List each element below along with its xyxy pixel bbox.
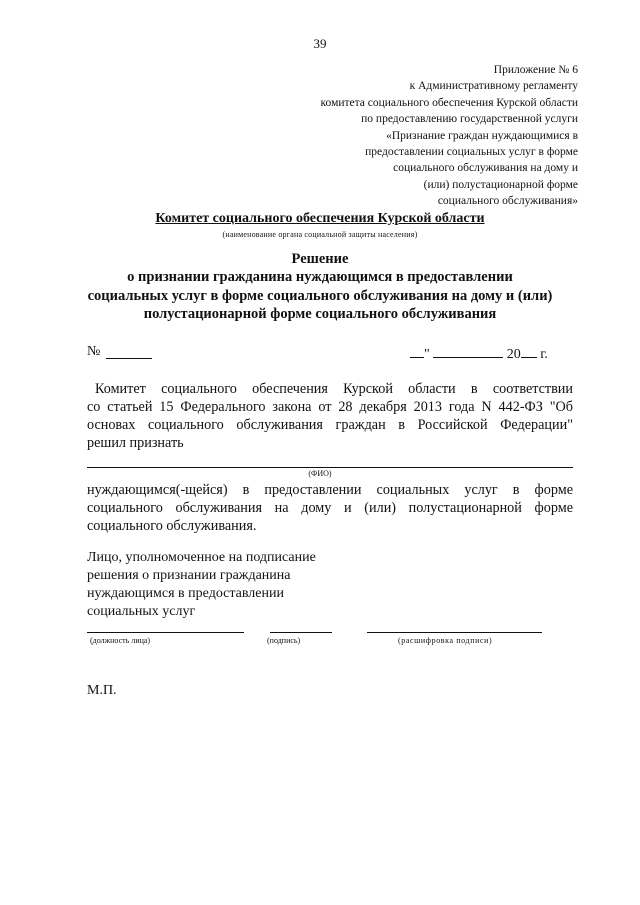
- document-title: Решение: [291, 251, 349, 267]
- decision-paragraph: [87, 380, 573, 452]
- date-quote: ": [424, 347, 430, 362]
- appendix-line: предоставлении социальных услуг в форме: [365, 146, 578, 159]
- result-line: социального обслуживания.: [87, 518, 257, 534]
- position-hint: (должность лица): [90, 636, 151, 645]
- appendix-header: [218, 62, 578, 210]
- signer-line: решения о признании гражданина: [87, 568, 291, 583]
- subtitle-line: полустационарной форме социального обслуживания: [143, 306, 497, 322]
- appendix-line: Приложение № 6: [493, 64, 578, 76]
- number-label: №: [87, 344, 101, 359]
- result-paragraph: [87, 481, 573, 535]
- subtitle-line: социальных услуг в форме социального обслуживания на дому и (или): [87, 287, 553, 304]
- appendix-line: комитета социального обеспечения Курской области: [320, 96, 578, 109]
- signature-blank: [270, 632, 332, 633]
- year-blank: [521, 344, 537, 358]
- organization-hint: (наименование органа социальной защиты населения): [222, 230, 418, 239]
- fio-hint: (ФИО): [308, 469, 332, 478]
- paragraph-line: решил признать: [87, 435, 184, 451]
- appendix-line: «Признание граждан нуждающимися в: [386, 129, 578, 142]
- number-blank: [106, 358, 152, 359]
- appendix-line: по предоставлению государственной услуги: [361, 113, 578, 126]
- document-subtitle: [60, 268, 580, 324]
- paragraph-line: Комитет социального обеспечения Курской области в соответствии: [95, 381, 573, 397]
- decoding-hint: (расшифровка подписи): [398, 636, 493, 645]
- paragraph-line: со статьей 15 Федерального закона от 28 декабря 2013 года N 442-ФЗ "Об: [87, 399, 573, 415]
- date-suffix: г.: [540, 347, 548, 362]
- authorized-signer: [87, 549, 316, 621]
- month-blank: [433, 344, 503, 358]
- result-line: социального обслуживания на дому и (или) полустационарной форме: [87, 500, 573, 516]
- signer-line: Лицо, уполномоченное на подписание: [87, 550, 316, 565]
- day-blank: [410, 344, 424, 358]
- result-line: нуждающимся(-щейся) в предоставлении социальных услуг в форме: [87, 482, 573, 498]
- position-blank: [87, 632, 244, 633]
- year-prefix: 20: [506, 347, 521, 362]
- appendix-line: социального обслуживания»: [437, 195, 578, 208]
- decoding-blank: [367, 632, 542, 633]
- organization-name: Комитет социального обеспечения Курской области: [155, 211, 485, 226]
- fio-blank-line: [87, 467, 573, 468]
- date-field: [410, 344, 548, 363]
- appendix-line: социального обслуживания на дому и: [393, 162, 578, 175]
- stamp-place: М.П.: [87, 683, 117, 698]
- appendix-line: (или) полустационарной форме: [423, 178, 578, 191]
- page-number: 39: [313, 36, 327, 51]
- signer-line: социальных услуг: [87, 604, 196, 619]
- subtitle-line: о признании гражданина нуждающимся в предоставлении: [127, 269, 513, 285]
- signer-line: нуждающимся в предоставлении: [87, 586, 284, 601]
- paragraph-line: основах социального обслуживания граждан в Российской Федерации": [87, 417, 573, 433]
- signature-hint: (подпись): [267, 636, 301, 645]
- appendix-line: к Административному регламенту: [409, 80, 578, 93]
